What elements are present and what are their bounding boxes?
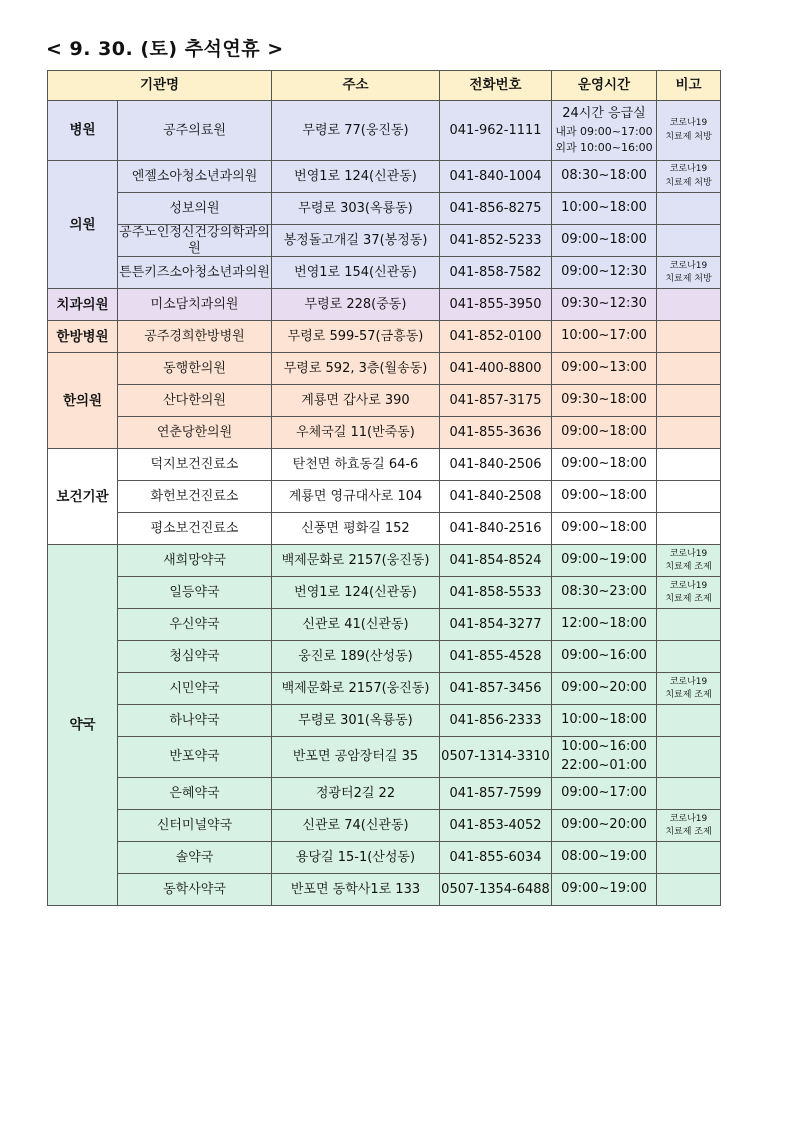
hours-cell <box>552 810 657 842</box>
table-row <box>48 737 721 778</box>
hours-cell <box>552 609 657 641</box>
hours-cell <box>552 705 657 737</box>
note-cell <box>657 513 721 545</box>
hours-cell <box>552 874 657 906</box>
table-row <box>48 481 721 513</box>
address-cell: 반포면 공암장터길 35 <box>272 737 440 778</box>
hours-line: 내과 09:00~17:00 <box>555 124 653 138</box>
facility-name-cell: 하나약국 <box>118 705 272 737</box>
hours-cell <box>552 353 657 385</box>
address-cell: 신풍면 평화길 152 <box>272 513 440 545</box>
table-row <box>48 874 721 906</box>
note-cell <box>657 101 721 161</box>
facility-name-cell: 시민약국 <box>118 673 272 705</box>
hours-line: 09:30~12:30 <box>561 296 647 312</box>
note-line: 코로나19 <box>669 813 708 824</box>
note-line: 코로나19 <box>669 676 708 687</box>
note-cell <box>657 385 721 417</box>
hours-line: 09:00~12:30 <box>561 264 647 280</box>
category-cell: 의원 <box>48 161 118 289</box>
phone-cell: 041-854-8524 <box>440 545 552 577</box>
phone-cell: 041-857-7599 <box>440 778 552 810</box>
hours-line: 09:00~18:00 <box>561 520 647 536</box>
hours-line: 10:00~16:00 <box>561 739 647 755</box>
hours-cell <box>552 289 657 321</box>
header-phone: 전화번호 <box>440 71 552 101</box>
address-cell: 무령로 228(중동) <box>272 289 440 321</box>
phone-cell: 041-840-2516 <box>440 513 552 545</box>
phone-cell: 0507-1354-6488 <box>440 874 552 906</box>
table-row <box>48 842 721 874</box>
facility-name-cell: 엔젤소아청소년과의원 <box>118 161 272 193</box>
note-cell <box>657 705 721 737</box>
hours-cell <box>552 385 657 417</box>
note-cell <box>657 874 721 906</box>
note-line: 치료제 처방 <box>665 177 712 188</box>
facility-name-cell: 솔약국 <box>118 842 272 874</box>
facility-name-cell: 은혜약국 <box>118 778 272 810</box>
table-row <box>48 161 721 193</box>
hours-line: 10:00~18:00 <box>561 712 647 728</box>
category-cell: 약국 <box>48 545 118 906</box>
category-cell: 한방병원 <box>48 321 118 353</box>
facility-name-cell: 화헌보건진료소 <box>118 481 272 513</box>
facility-name-cell: 동행한의원 <box>118 353 272 385</box>
hours-line: 10:00~18:00 <box>561 200 647 216</box>
phone-cell: 041-840-1004 <box>440 161 552 193</box>
hours-cell <box>552 417 657 449</box>
address-cell: 정광터2길 22 <box>272 778 440 810</box>
hours-line: 09:00~19:00 <box>561 881 647 897</box>
table-row <box>48 577 721 609</box>
table-body <box>48 101 721 906</box>
note-cell <box>657 353 721 385</box>
note-cell <box>657 257 721 289</box>
table-row <box>48 257 721 289</box>
hours-cell <box>552 842 657 874</box>
note-cell <box>657 810 721 842</box>
category-cell: 한의원 <box>48 353 118 449</box>
hours-line: 09:00~18:00 <box>561 424 647 440</box>
note-line: 코로나19 <box>669 580 708 591</box>
hours-line: 12:00~18:00 <box>561 616 647 632</box>
hours-cell <box>552 641 657 673</box>
facility-name-cell: 튼튼키즈소아청소년과의원 <box>118 257 272 289</box>
phone-cell: 041-857-3175 <box>440 385 552 417</box>
table-row <box>48 449 721 481</box>
note-cell <box>657 778 721 810</box>
table-row <box>48 673 721 705</box>
phone-cell: 041-858-5533 <box>440 577 552 609</box>
hours-line: 09:00~18:00 <box>561 456 647 472</box>
hours-cell <box>552 449 657 481</box>
address-cell: 무령로 77(웅진동) <box>272 101 440 161</box>
hours-line: 22:00~01:00 <box>561 758 647 774</box>
address-cell: 무령로 303(옥룡동) <box>272 193 440 225</box>
hours-cell <box>552 513 657 545</box>
facility-name-cell: 미소담치과의원 <box>118 289 272 321</box>
phone-cell: 041-855-3636 <box>440 417 552 449</box>
facility-name-cell: 연춘당한의원 <box>118 417 272 449</box>
note-line: 코로나19 <box>669 118 708 129</box>
address-cell: 봉정돌고개길 37(봉정동) <box>272 225 440 257</box>
hours-cell <box>552 101 657 161</box>
note-line: 코로나19 <box>669 260 708 271</box>
phone-cell: 041-858-7582 <box>440 257 552 289</box>
phone-cell: 041-852-0100 <box>440 321 552 353</box>
note-cell <box>657 417 721 449</box>
table-row <box>48 289 721 321</box>
hours-cell <box>552 737 657 778</box>
note-cell <box>657 737 721 778</box>
facility-name-cell: 공주경희한방병원 <box>118 321 272 353</box>
hours-line: 09:00~20:00 <box>561 817 647 833</box>
hours-line: 09:00~18:00 <box>561 232 647 248</box>
note-cell <box>657 321 721 353</box>
facility-name-cell: 우신약국 <box>118 609 272 641</box>
hours-cell <box>552 778 657 810</box>
address-cell: 백제문화로 2157(웅진동) <box>272 673 440 705</box>
table-row <box>48 353 721 385</box>
address-cell: 백제문화로 2157(웅진동) <box>272 545 440 577</box>
facility-name-cell: 반포약국 <box>118 737 272 778</box>
note-line: 치료제 조제 <box>665 826 712 837</box>
facility-name-cell: 동학사약국 <box>118 874 272 906</box>
category-cell: 병원 <box>48 101 118 161</box>
phone-cell: 041-854-3277 <box>440 609 552 641</box>
hours-line: 09:00~17:00 <box>561 785 647 801</box>
address-cell: 반포면 동학사1로 133 <box>272 874 440 906</box>
phone-cell: 041-856-8275 <box>440 193 552 225</box>
phone-cell: 041-840-2506 <box>440 449 552 481</box>
address-cell: 탄천면 하효동길 64-6 <box>272 449 440 481</box>
address-cell: 신관로 41(신관동) <box>272 609 440 641</box>
address-cell: 신관로 74(신관동) <box>272 810 440 842</box>
phone-cell: 041-855-4528 <box>440 641 552 673</box>
note-cell <box>657 193 721 225</box>
phone-cell: 041-400-8800 <box>440 353 552 385</box>
address-cell: 무령로 599-57(금흥동) <box>272 321 440 353</box>
hours-line: 24시간 응급실 <box>562 106 646 122</box>
note-line: 코로나19 <box>669 164 708 175</box>
note-line: 코로나19 <box>669 548 708 559</box>
phone-cell: 041-962-1111 <box>440 101 552 161</box>
note-cell <box>657 842 721 874</box>
table-row <box>48 609 721 641</box>
facility-name-cell: 새희망약국 <box>118 545 272 577</box>
facility-name-cell: 평소보건진료소 <box>118 513 272 545</box>
hours-cell <box>552 577 657 609</box>
facility-name-cell: 신터미널약국 <box>118 810 272 842</box>
table-row <box>48 101 721 161</box>
facility-name-cell: 성보의원 <box>118 193 272 225</box>
hours-cell <box>552 161 657 193</box>
note-cell <box>657 481 721 513</box>
hours-line: 09:00~19:00 <box>561 552 647 568</box>
hours-line: 09:00~13:00 <box>561 360 647 376</box>
facility-name-cell: 공주의료원 <box>118 101 272 161</box>
note-cell <box>657 225 721 257</box>
note-line: 치료제 처방 <box>665 273 712 284</box>
note-cell <box>657 161 721 193</box>
facility-name-cell: 일등약국 <box>118 577 272 609</box>
address-cell: 번영1로 154(신관동) <box>272 257 440 289</box>
address-cell: 무령로 592, 3층(월송동) <box>272 353 440 385</box>
phone-cell: 041-853-4052 <box>440 810 552 842</box>
facility-name-cell: 공주노인정신건강의학과의원 <box>119 225 270 256</box>
header-hours: 운영시간 <box>552 71 657 101</box>
hours-line: 외과 10:00~16:00 <box>555 140 653 154</box>
phone-cell: 041-852-5233 <box>440 225 552 257</box>
note-cell <box>657 449 721 481</box>
hours-cell <box>552 257 657 289</box>
note-line: 치료제 처방 <box>665 131 712 142</box>
note-line: 치료제 조제 <box>665 593 712 604</box>
phone-cell: 0507-1314-3310 <box>440 737 552 778</box>
phone-cell: 041-855-6034 <box>440 842 552 874</box>
hours-cell <box>552 673 657 705</box>
phone-cell: 041-840-2508 <box>440 481 552 513</box>
hours-line: 10:00~17:00 <box>561 328 647 344</box>
address-cell: 번영1로 124(신관동) <box>272 577 440 609</box>
hours-cell <box>552 193 657 225</box>
phone-cell: 041-856-2333 <box>440 705 552 737</box>
header-address: 주소 <box>272 71 440 101</box>
address-cell: 번영1로 124(신관동) <box>272 161 440 193</box>
table-row <box>48 705 721 737</box>
hours-line: 08:00~19:00 <box>561 849 647 865</box>
note-line: 치료제 조제 <box>665 561 712 572</box>
table-row <box>48 417 721 449</box>
hours-cell <box>552 481 657 513</box>
hours-cell <box>552 545 657 577</box>
hours-cell <box>552 321 657 353</box>
category-cell: 보건기관 <box>48 449 118 545</box>
hours-line: 08:30~18:00 <box>561 168 647 184</box>
note-cell <box>657 673 721 705</box>
address-cell: 웅진로 189(산성동) <box>272 641 440 673</box>
hours-line: 09:00~18:00 <box>561 488 647 504</box>
phone-cell: 041-855-3950 <box>440 289 552 321</box>
address-cell: 무령로 301(옥룡동) <box>272 705 440 737</box>
page-title: < 9. 30. (토) 추석연휴 > <box>46 38 284 60</box>
note-line: 치료제 조제 <box>665 689 712 700</box>
facility-name-cell: 산다한의원 <box>118 385 272 417</box>
address-cell: 용당길 15-1(산성동) <box>272 842 440 874</box>
table-row <box>48 778 721 810</box>
note-cell <box>657 609 721 641</box>
note-cell <box>657 641 721 673</box>
holiday-facility-table <box>47 70 721 906</box>
address-cell: 계룡면 영규대사로 104 <box>272 481 440 513</box>
note-cell <box>657 545 721 577</box>
note-cell <box>657 289 721 321</box>
table-row <box>48 193 721 225</box>
hours-line: 08:30~23:00 <box>561 584 647 600</box>
table-row <box>48 385 721 417</box>
table-row <box>48 225 721 257</box>
hours-line: 09:00~20:00 <box>561 680 647 696</box>
hours-cell <box>552 225 657 257</box>
table-row <box>48 545 721 577</box>
table-row <box>48 641 721 673</box>
note-cell <box>657 577 721 609</box>
phone-cell: 041-857-3456 <box>440 673 552 705</box>
header-note: 비고 <box>657 71 721 101</box>
hours-line: 09:00~16:00 <box>561 648 647 664</box>
facility-name-cell: 청심약국 <box>118 641 272 673</box>
table-header-row <box>48 71 721 101</box>
table-row <box>48 321 721 353</box>
header-facility-name: 기관명 <box>48 71 272 101</box>
category-cell: 치과의원 <box>48 289 118 321</box>
table-row <box>48 513 721 545</box>
address-cell: 계룡면 갑사로 390 <box>272 385 440 417</box>
table-row <box>48 810 721 842</box>
facility-name-cell: 덕지보건진료소 <box>118 449 272 481</box>
hours-line: 09:30~18:00 <box>561 392 647 408</box>
address-cell: 우체국길 11(반죽동) <box>272 417 440 449</box>
